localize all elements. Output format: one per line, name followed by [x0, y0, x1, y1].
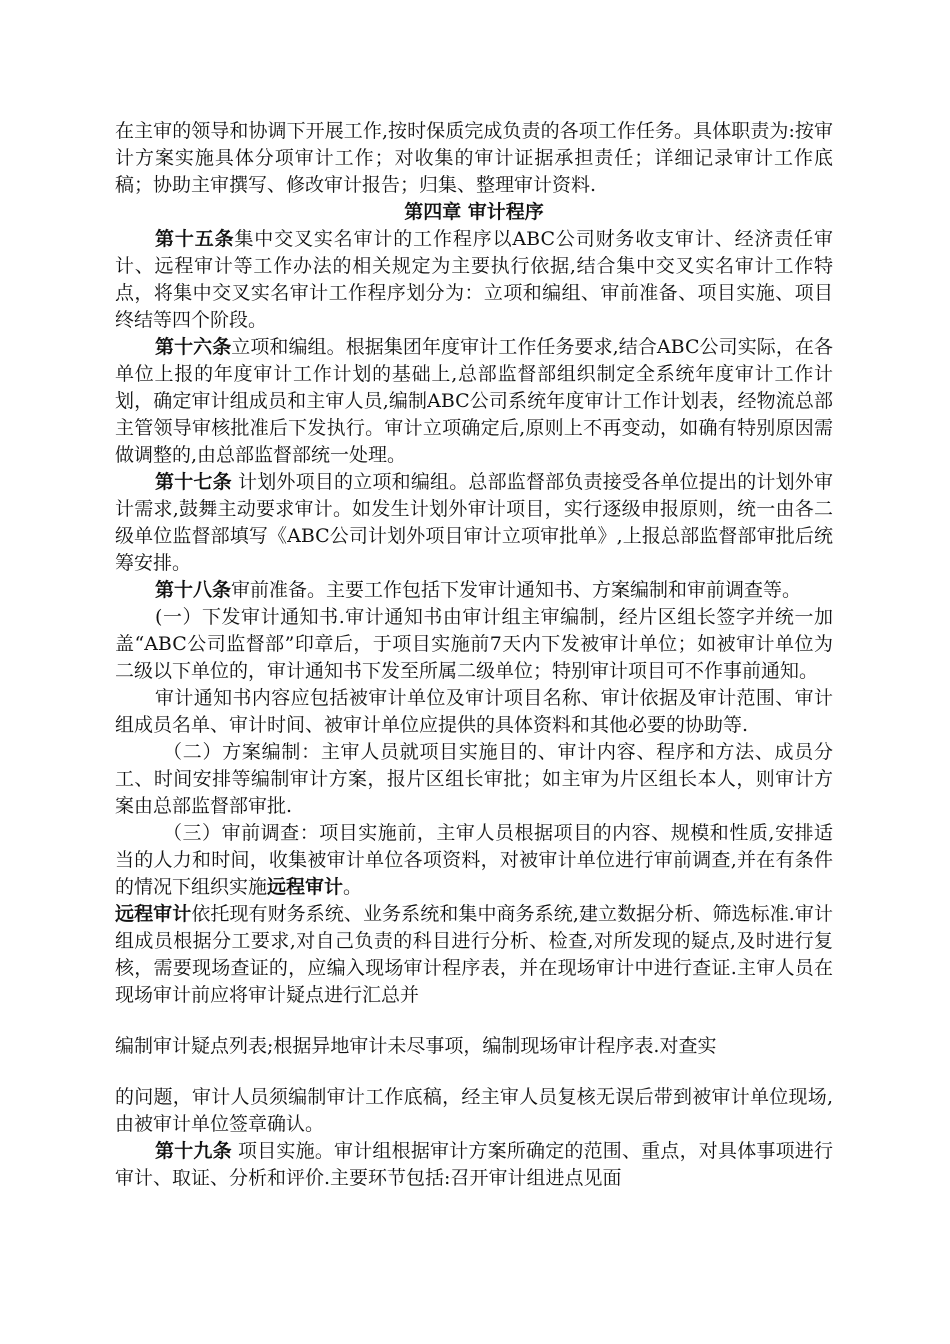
- article-18-heading: 第十八条: [155, 579, 232, 601]
- item-1-notice: (一）下发审计通知书.审计通知书由审计组主审编制，经片区组长签字并统一加盖“ABC公司监督部”印章后，于项目实施前7天内下发被审计单位；如被审计单位为二级以下单位的，审计通知书下发至所属二级单位；特别审计项目可不作事前通知。: [115, 606, 833, 682]
- article-15-heading: 第十五条: [155, 228, 235, 250]
- chapter-title: 第四章 审计程序: [404, 201, 544, 223]
- remote-audit-line-b: 编制审计疑点列表;根据异地审计未尽事项，编制现场审计程序表.对查实: [115, 1035, 717, 1057]
- remote-audit-heading: 远程审计: [115, 903, 192, 925]
- article-15: [115, 226, 833, 334]
- item-1-notice-content: 审计通知书内容应包括被审计单位及审计项目名称、审计依据及审计范围、审计组成员名单、审计时间、被审计单位应提供的具体资料和其他必要的协助等.: [115, 687, 833, 736]
- remote-audit-paragraph: [115, 901, 833, 1009]
- article-17: [115, 469, 833, 577]
- article-19-text: 项目实施。审计组根据审计方案所确定的范围、重点，对具体事项进行审计、取证、分析和评价.主要环节包括:召开审计组进点见面: [115, 1140, 833, 1189]
- article-18-text: 审前准备。主要工作包括下发审计通知书、方案编制和审前调查等。: [231, 579, 802, 601]
- item-3-end: 。: [343, 876, 363, 898]
- article-16-text: 立项和编组。根据集团年度审计工作任务要求,结合ABC公司实际，在各单位上报的年度审计工作计划的基础上,总部监督部组织制定全系统年度审计工作计划，确定审计组成员和主审人员,编制ABC公司系统年度审计工作计划表，经物流总部主管领导审核批准后下发执行。审计立项确定后,原则上不再变动，如确有特别原因需做调整的,由总部监督部统一处理。: [115, 336, 833, 466]
- document-body: [115, 118, 833, 1192]
- item-3-survey: [115, 820, 833, 901]
- paragraph-duties: 在主审的领导和协调下开展工作,按时保质完成负责的各项工作任务。具体职责为:按审计方案实施具体分项审计工作；对收集的审计证据承担责任；详细记录审计工作底稿；协助主审撰写、修改审计报告；归集、整理审计资料.: [115, 120, 833, 196]
- article-19-heading: 第十九条: [155, 1140, 232, 1162]
- remote-audit-text: 依托现有财务系统、业务系统和集中商务系统,建立数据分析、筛选标准.审计组成员根据分工要求,对自己负责的科目进行分析、检查,对所发现的疑点,及时进行复核，需要现场查证的，应编入现场审计程序表，并在现场审计中进行查证.主审人员在现场审计前应将审计疑点进行汇总并: [115, 903, 833, 1006]
- item-2-plan: （二）方案编制：主审人员就项目实施目的、审计内容、程序和方法、成员分工、时间安排等编制审计方案，报片区组长审批；如主审为片区组长本人，则审计方案由总部监督部审批.: [115, 741, 833, 817]
- article-17-text: 计划外项目的立项和编组。总部监督部负责接受各单位提出的计划外审计需求,鼓舞主动要求审计。如发生计划外审计项目，实行逐级申报原则，统一由各二级单位监督部填写《ABC公司计划外项目审计立项审批单》,上报总部监督部审批后统筹安排。: [115, 471, 833, 574]
- article-16-heading: 第十六条: [155, 336, 232, 358]
- article-19: [115, 1138, 833, 1192]
- item-3-remote-audit: 远程审计: [267, 876, 344, 898]
- article-18: [115, 577, 833, 604]
- article-15-text: 集中交叉实名审计的工作程序以ABC公司财务收支审计、经济责任审计、远程审计等工作办法的相关规定为主要执行依据,结合集中交叉实名审计工作特点，将集中交叉实名审计工作程序划分为：立项和编组、审前准备、项目实施、项目终结等四个阶段。: [115, 228, 833, 331]
- article-17-heading: 第十七条: [155, 471, 232, 493]
- remote-audit-line-c: 的问题，审计人员须编制审计工作底稿，经主审人员复核无误后带到被审计单位现场, 由被审计单位签章确认。: [115, 1086, 833, 1135]
- article-16: [115, 334, 833, 469]
- item-3-text: （三）审前调查：项目实施前，主审人员根据项目的内容、规模和性质,安排适当的人力和时间，收集被审计单位各项资料，对被审计单位进行审前调查,并在有条件的情况下组织实施: [115, 822, 833, 898]
